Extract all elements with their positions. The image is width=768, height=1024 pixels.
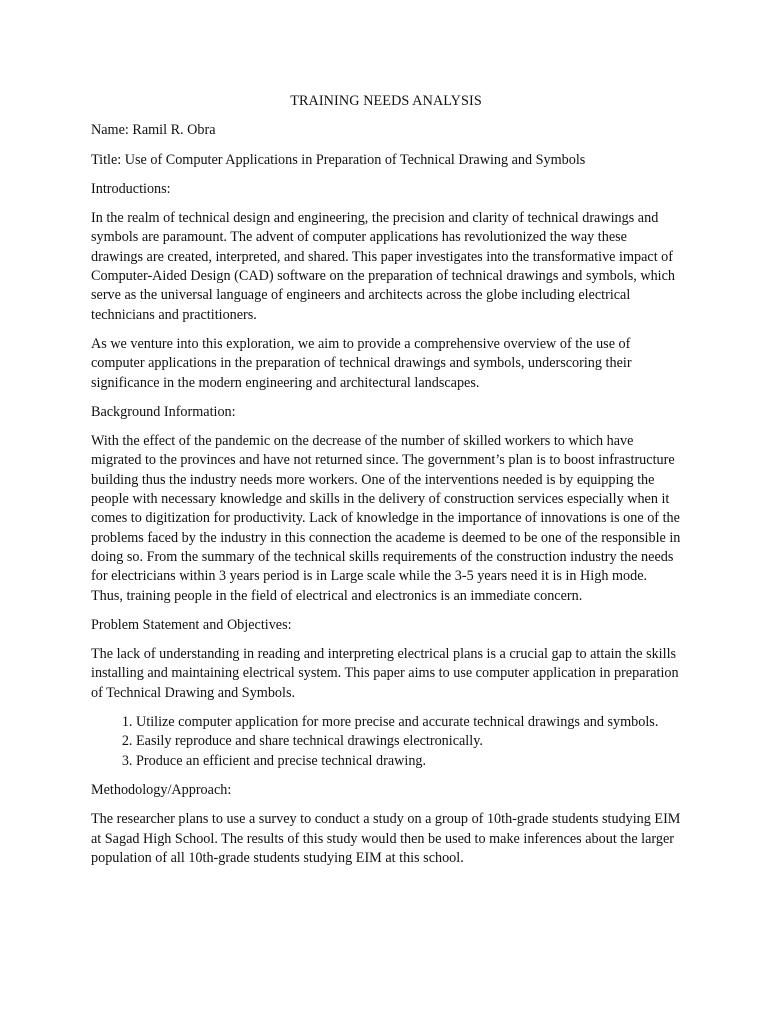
problem-paragraph: The lack of understanding in reading and interpreting electrical plans is a crucial gap to attain the skills installing and maintaining electrical system. This paper aims to use computer application in preparation of Technical Drawing and Symbols. xyxy=(91,646,679,701)
objectives-list xyxy=(91,713,681,771)
methodology-paragraph: The researcher plans to use a survey to conduct a study on a group of 10th-grade students studying EIM at Sagad High School. The results of this study would then be used to make inferences about the larger population of all 10th-grade students studying EIM at this school. xyxy=(91,811,681,866)
methodology-heading: Methodology/Approach: xyxy=(91,781,232,798)
problem-heading: Problem Statement and Objectives: xyxy=(91,616,292,633)
name-line: Name: Ramil R. Obra xyxy=(91,122,216,139)
background-paragraph: With the effect of the pandemic on the decrease of the number of skilled workers to which have migrated to the provinces and have not returned since. The government’s plan is to boost infrastructure building thus the industry needs more workers. One of the interventions needed is by equipping the people with necessary knowledge and skills in the delivery of construction services especially when it comes to digitization for productivity. Lack of knowledge in the importance of innovations is one of the problems faced by the industry in this connection the academe is deemed to be one of the responsible in doing so. From the summary of the technical skills requirements of the construction industry the needs for electricians within 3 years period is in Large scale while the 3-5 years need it is in High mode. Thus, training people in the field of electrical and electronics is an immediate concern. xyxy=(91,433,681,604)
introductions-paragraph-1: In the realm of technical design and engineering, the precision and clarity of technical drawings and symbols are paramount. The advent of computer applications has revolutionized the way these drawings are created, interpreted, and shared. This paper investigates into the transformative impact of Computer-Aided Design (CAD) software on the preparation of technical drawings and symbols, which serve as the universal language of engineers and architects across the globe including electrical technicians and practitioners. xyxy=(91,210,676,323)
objective-item-3: 3. Produce an efficient and precise technical drawing. xyxy=(136,752,681,771)
document-page xyxy=(91,92,681,878)
background-heading: Background Information: xyxy=(91,403,236,420)
objective-item-1: 1. Utilize computer application for more precise and accurate technical drawings and symbols. xyxy=(136,713,681,732)
introductions-heading: Introductions: xyxy=(91,180,171,197)
title-line: Title: Use of Computer Applications in Preparation of Technical Drawing and Symbols xyxy=(91,151,586,168)
document-title: TRAINING NEEDS ANALYSIS xyxy=(290,93,482,109)
objective-item-2: 2. Easily reproduce and share technical drawings electronically. xyxy=(136,732,681,751)
introductions-paragraph-2: As we venture into this exploration, we aim to provide a comprehensive overview of the use of computer applications in the preparation of technical drawings and symbols, underscoring their significance in the modern engineering and architectural landscapes. xyxy=(91,335,632,391)
